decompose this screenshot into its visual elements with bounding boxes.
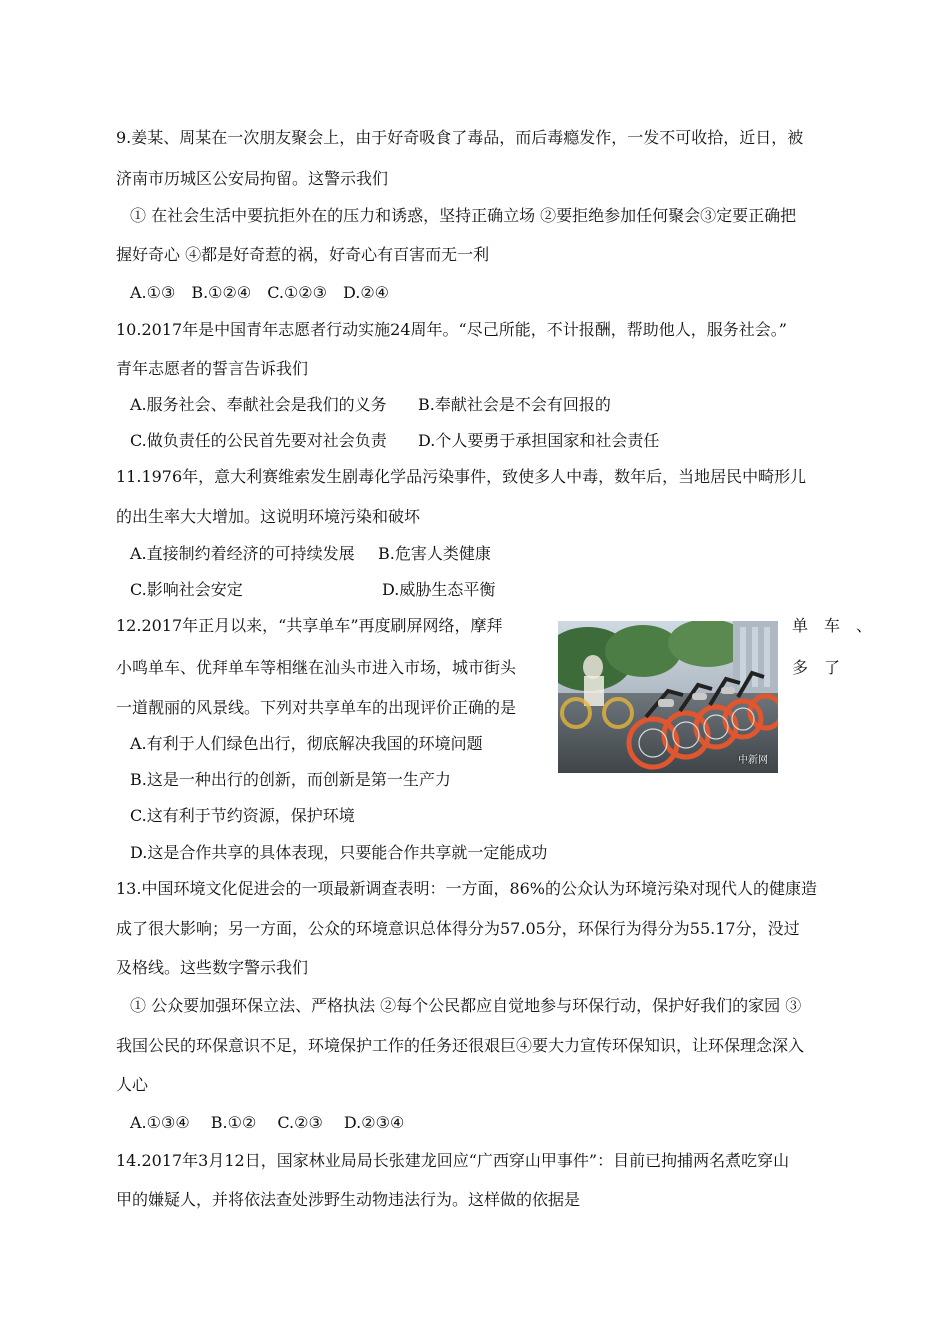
q12-stem-line-2b: 多 了 <box>792 658 841 677</box>
q9-items-line-2: 握好奇心 ④都是好奇惹的祸，好奇心有百害而无一利 <box>116 245 490 264</box>
q10-option-c: C.做负责任的公民首先要对社会负责 <box>130 431 387 450</box>
q12-stem-line-1b: 单 车 、 <box>792 616 873 635</box>
q10-option-d: D.个人要勇于承担国家和社会责任 <box>418 431 660 450</box>
q13-items-line-3: 人心 <box>116 1075 149 1094</box>
q11-option-c: C.影响社会安定 <box>130 580 243 599</box>
q11-option-b: B.危害人类健康 <box>378 544 491 563</box>
q12-option-d: D.这是合作共享的具体表现，只要能合作共享就一定能成功 <box>130 843 548 862</box>
q10-stem-line-2: 青年志愿者的誓言告诉我们 <box>116 359 309 378</box>
q14-stem-line-2: 甲的嫌疑人，并将依法查处涉野生动物违法行为。这样做的依据是 <box>116 1190 581 1209</box>
q13-stem-line-3: 及格线。这些数字警示我们 <box>116 958 309 977</box>
q12-option-b: B.这是一种出行的创新，而创新是第一生产力 <box>130 770 451 789</box>
q9-options: A.①③ B.①②④ C.①②③ D.②④ <box>130 283 390 302</box>
q12-stem-line-2a: 小鸣单车、优拜单车等相继在汕头市进入市场，城市街头 <box>116 658 517 677</box>
q9-items-line-1: ① 在社会生活中要抗拒外在的压力和诱惑，坚持正确立场 ②要拒绝参加任何聚会③定要正确把 <box>130 206 797 225</box>
q13-items-line-1: ① 公众要加强环保立法、严格执法 ②每个公民都应自觉地参与环保行动，保护好我们的家园 ③ <box>130 996 802 1015</box>
q10-option-b: B.奉献社会是不会有回报的 <box>418 395 611 414</box>
q10-stem-line-1: 10.2017年是中国青年志愿者行动实施24周年。“尽己所能，不计报酬，帮助他人，服务社会。” <box>116 320 787 339</box>
q13-options: A.①③④ B.①② C.②③ D.②③④ <box>130 1113 405 1132</box>
q12-stem-line-3: 一道靓丽的风景线。下列对共享单车的出现评价正确的是 <box>116 698 517 717</box>
q11-stem-line-1: 11.1976年，意大利赛维索发生剧毒化学品污染事件，致使多人中毒，数年后，当地居民中畸形儿 <box>116 467 807 486</box>
q9-stem-line-1: 9.姜某、周某在一次朋友聚会上，由于好奇吸食了毒品，而后毒瘾发作，一发不可收拾，近日，被 <box>116 128 804 147</box>
q13-items-line-2: 我国公民的环保意识不足，环境保护工作的任务还很艰巨④要大力宣传环保知识，让环保理念深入 <box>116 1036 805 1055</box>
q12-option-a: A.有利于人们绿色出行，彻底解决我国的环境问题 <box>130 734 483 753</box>
q12-stem-line-1a: 12.2017年正月以来，“共享单车”再度刷屏网络，摩拜 <box>116 616 503 635</box>
q12-option-c: C.这有利于节约资源，保护环境 <box>130 806 355 825</box>
q10-option-a: A.服务社会、奉献社会是我们的义务 <box>130 395 387 414</box>
q9-stem-line-2: 济南市历城区公安局拘留。这警示我们 <box>116 169 389 188</box>
q13-stem-line-2: 成了很大影响；另一方面，公众的环境意识总体得分为57.05分，环保行为得分为55.17分，没过 <box>116 919 800 938</box>
q11-stem-line-2: 的出生率大大增加。这说明环境污染和破坏 <box>116 507 421 526</box>
q11-option-a: A.直接制约着经济的可持续发展 <box>130 544 355 563</box>
q11-option-d: D.威胁生态平衡 <box>382 580 496 599</box>
photo-watermark: 中新网 <box>738 755 768 766</box>
shared-bikes-photo <box>558 621 778 773</box>
q14-stem-line-1: 14.2017年3月12日，国家林业局局长张建龙回应“广西穿山甲事件”：目前已拘捕两名煮吃穿山 <box>116 1151 790 1170</box>
q13-stem-line-1: 13.中国环境文化促进会的一项最新调查表明：一方面，86%的公众认为环境污染对现代人的健康造 <box>116 879 818 898</box>
